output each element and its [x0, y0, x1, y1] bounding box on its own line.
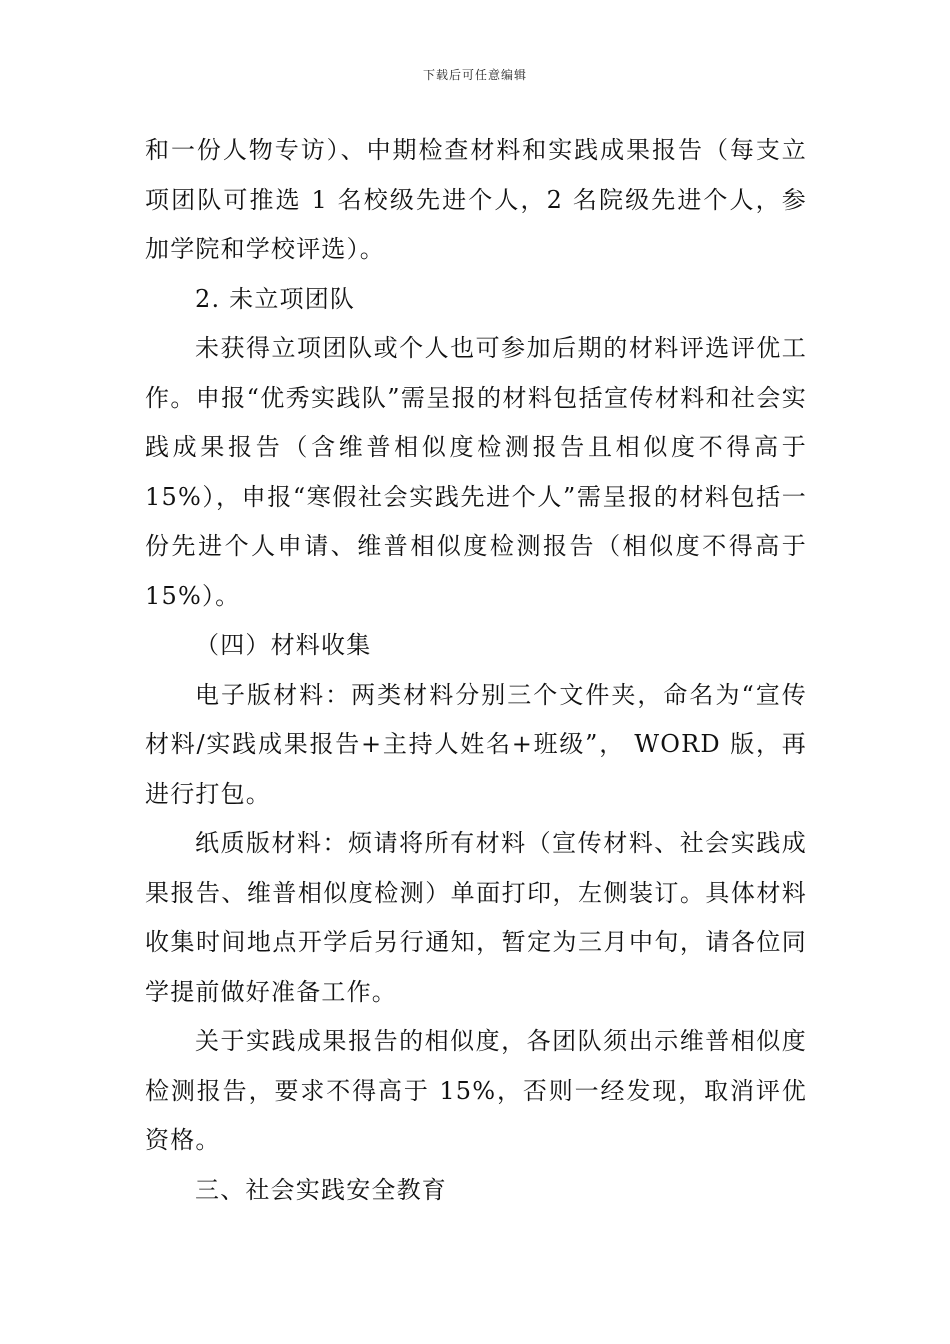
document-body	[145, 126, 807, 1215]
paragraph-continued: 和一份人物专访）、中期检查材料和实践成果报告（每支立项团队可推选 1 名校级先进个人，2 名院级先进个人，参加学院和学校评选）。	[145, 136, 807, 263]
section-heading-unapproved-teams: 2. 未立项团队	[195, 284, 356, 313]
page-header: 下载后可任意编辑	[422, 68, 527, 82]
paragraph-similarity-requirement: 关于实践成果报告的相似度，各团队须出示维普相似度检测报告，要求不得高于 15%，否则一经发现，取消评优资格。	[145, 1027, 807, 1154]
paragraph-unapproved-teams: 未获得立项团队或个人也可参加后期的材料评选评优工作。申报“优秀实践队”需呈报的材料包括宣传材料和社会实践成果报告（含维普相似度检测报告且相似度不得高于 15%），申报“寒假社会实践先进个人”需呈报的材料包括一份先进个人申请、维普相似度检测报告（相似度不得高于 15%）。	[145, 334, 807, 610]
paragraph-paper-materials: 纸质版材料：烦请将所有材料（宣传材料、社会实践成果报告、维普相似度检测）单面打印，左侧装订。具体材料收集时间地点开学后另行通知，暂定为三月中旬，请各位同学提前做好准备工作。	[145, 829, 807, 1006]
section-heading-safety-education: 三、社会实践安全教育	[195, 1175, 447, 1204]
paragraph-electronic-materials: 电子版材料：两类材料分别三个文件夹，命名为“宣传材料/实践成果报告+主持人姓名+班级”， WORD 版，再进行打包。	[145, 680, 807, 808]
section-heading-material-collection: （四）材料收集	[195, 631, 372, 659]
